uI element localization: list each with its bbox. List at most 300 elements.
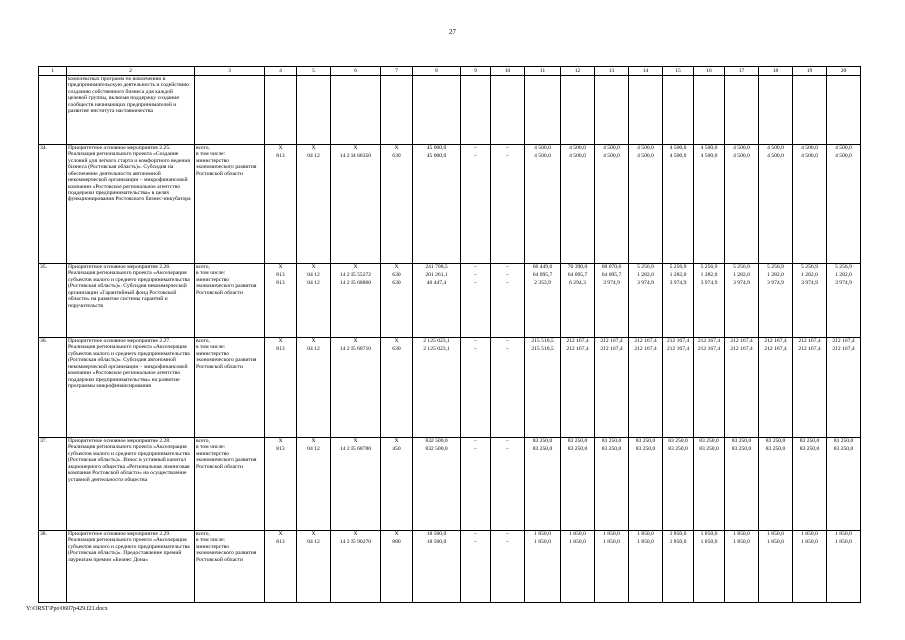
executor-name: министерство экономического развития Ростовской области: [196, 543, 257, 563]
value-cell: [561, 438, 595, 531]
column-number: 15: [663, 67, 694, 76]
value-cell: [759, 438, 793, 531]
value-line: 1 850,0: [603, 539, 620, 545]
value-line: 64 095,7: [532, 272, 553, 278]
value-line: –: [506, 280, 509, 286]
value-line: 04 12: [307, 280, 320, 286]
value-cell: [827, 338, 861, 438]
value-total: X: [278, 264, 283, 270]
value-cell: [491, 438, 525, 531]
value-total: 1 850,0: [835, 531, 852, 537]
value-cell: [827, 145, 861, 264]
value-total: X: [278, 145, 283, 151]
value-cell: [297, 145, 331, 264]
value-total: 4 500,0: [669, 145, 687, 151]
value-line: 4 500,0: [767, 153, 784, 159]
value-line: 45 000,0: [426, 153, 447, 159]
value-cell: [595, 438, 629, 531]
value-total: –: [506, 145, 509, 151]
value-total: 5 256,9: [801, 264, 818, 270]
executor-cell: [195, 438, 265, 531]
value-cell: [381, 338, 413, 438]
row-number: 38.: [39, 531, 67, 603]
value-cell: [759, 264, 793, 338]
value-total: 83 250,0: [532, 438, 553, 444]
value-total: X: [394, 145, 399, 151]
value-line: 1 282,0: [835, 272, 852, 278]
value-cell: [595, 531, 629, 603]
value-total: X: [311, 264, 316, 270]
value-cell: [331, 145, 381, 264]
value-cell: [265, 531, 297, 603]
header-row: [39, 67, 861, 76]
column-number: 1: [39, 67, 67, 76]
value-total: 212 167,4: [697, 338, 721, 344]
value-cell: [827, 531, 861, 603]
table-row: [39, 438, 861, 531]
value-total: X: [353, 264, 358, 270]
value-line: 215 516,5: [531, 346, 554, 352]
value-cell: [725, 338, 759, 438]
value-line: 4 500,0: [534, 153, 551, 159]
value-line: 83 250,0: [699, 446, 719, 452]
value-total: X: [353, 531, 358, 537]
value-line: –: [474, 153, 477, 159]
value-cell: [629, 338, 663, 438]
column-number: 2: [67, 67, 195, 76]
value-line: 83 250,0: [731, 446, 752, 452]
total-label: всего, в том числе:: [196, 145, 226, 158]
column-number: 11: [525, 67, 561, 76]
table-row: [39, 531, 861, 603]
value-line: 1 850,0: [767, 539, 784, 545]
total-label: всего, в том числе:: [196, 531, 226, 544]
column-number: 12: [561, 67, 595, 76]
value-total: X: [394, 438, 399, 444]
value-total: –: [474, 338, 477, 344]
column-number: 16: [694, 67, 725, 76]
value-total: X: [278, 531, 283, 537]
value-total: 1 850,0: [733, 531, 750, 537]
value-total: 5 256,9: [767, 264, 784, 270]
value-line: 04 12: [307, 153, 320, 159]
value-line: 1 850,0: [534, 539, 551, 545]
value-total: 212 167,4: [600, 338, 623, 344]
value-line: –: [506, 272, 509, 278]
measure-description: Приоритетное основное мероприятие 2.28. Реализация регионального проекта «Акселерация субъектов малого и среднего предпринимательства (Ростовская область)». Взнос в уставный капитал акционерного общества «Региональная лизинговая компания Ростовской области» на осуществление уставной деятельности общества: [67, 438, 195, 531]
value-cell: [491, 145, 525, 264]
value-line: 04 12: [307, 446, 320, 452]
measure-description: Приоритетное основное мероприятие 2.27. Реализация регионального проекта «Акселерация субъектов малого и среднего предпринимательства (Ростовская область)». Субсидия автономной некоммерческой организации – микрофинансовой компании «Ростовское региональное агентство поддержки предпринимательства» на развитие программы микрофинансирования: [67, 338, 195, 438]
value-cell: [725, 531, 759, 603]
value-line: –: [474, 280, 477, 286]
column-number: 4: [265, 67, 297, 76]
value-cell: [595, 76, 629, 145]
table-body: [39, 67, 861, 603]
column-number: 9: [461, 67, 491, 76]
value-cell: [461, 531, 491, 603]
value-cell: [793, 338, 827, 438]
value-total: 5 256,9: [637, 264, 654, 270]
column-number: 6: [331, 67, 381, 76]
value-cell: [331, 531, 381, 603]
file-path-footer: Y:\ORST\Ppo\0607p429.f21.docx: [26, 606, 108, 612]
value-total: 4 500,0: [534, 145, 551, 151]
row-number: 35.: [39, 264, 67, 338]
value-cell: [525, 76, 561, 145]
value-line: 14 2 I4 68350: [339, 153, 372, 159]
value-line: 3 974,9: [835, 280, 852, 286]
value-cell: [265, 145, 297, 264]
value-total: 212 167,4: [832, 338, 855, 344]
column-number: 8: [413, 67, 461, 76]
value-total: –: [474, 531, 477, 537]
value-total: X: [311, 338, 316, 344]
value-cell: [629, 531, 663, 603]
value-total: 83 250,0: [731, 438, 752, 444]
value-cell: [381, 145, 413, 264]
value-total: –: [474, 145, 477, 151]
value-line: 212 167,4: [600, 346, 623, 352]
value-line: –: [506, 153, 509, 159]
value-total: 68 070,6: [601, 264, 622, 270]
value-line: 1 850,0: [801, 539, 818, 545]
value-line: 04 12: [307, 272, 320, 278]
value-line: 40 447,4: [426, 280, 447, 286]
value-line: 14 2 I5 68780: [339, 446, 372, 452]
value-total: 212 167,4: [730, 338, 753, 344]
value-line: 2 125 023,1: [423, 346, 450, 352]
value-cell: [694, 531, 725, 603]
value-line: 450: [392, 446, 401, 452]
column-number: 13: [595, 67, 629, 76]
value-total: –: [474, 438, 477, 444]
value-line: 4 500,0: [835, 153, 852, 159]
value-cell: [525, 438, 561, 531]
value-total: 83 250,0: [765, 438, 786, 444]
value-line: 04 12: [307, 346, 320, 352]
value-line: 630: [392, 346, 401, 352]
value-cell: [694, 438, 725, 531]
total-label: всего, в том числе:: [196, 338, 226, 351]
value-line: 4 500,0: [637, 153, 654, 159]
measure-description: комплексных программ по вовлечению в предпринимательскую деятельность и содействию созданию собственного бизнеса для каждой целевой группы, включая поддержку создания сообществ начинающих предпринимателей и развитие института наставничества: [67, 76, 195, 145]
value-cell: [525, 531, 561, 603]
value-line: 4 500,0: [801, 153, 818, 159]
value-line: –: [474, 446, 477, 452]
value-total: X: [353, 338, 358, 344]
value-line: 1 850,0: [569, 539, 586, 545]
value-cell: [629, 145, 663, 264]
value-cell: [525, 145, 561, 264]
value-cell: [827, 76, 861, 145]
value-cell: [793, 264, 827, 338]
value-cell: [413, 338, 461, 438]
value-cell: [561, 264, 595, 338]
executor-name: министерство экономического развития Ростовской области: [196, 276, 257, 296]
value-total: X: [311, 438, 316, 444]
value-cell: [461, 338, 491, 438]
value-cell: [759, 531, 793, 603]
value-cell: [297, 438, 331, 531]
value-line: 6 294,3: [569, 280, 586, 286]
value-line: 630: [392, 153, 401, 159]
value-total: 70 390,0: [567, 264, 588, 270]
table-row: [39, 145, 861, 264]
value-line: 3 974,9: [767, 280, 784, 286]
value-total: 1 850,0: [767, 531, 784, 537]
value-line: 813: [276, 539, 285, 545]
value-line: 1 282,0: [767, 272, 784, 278]
value-total: 215 516,5: [531, 338, 554, 344]
executor-cell: [195, 531, 265, 603]
executor-cell: [195, 76, 265, 145]
value-cell: [725, 76, 759, 145]
value-cell: [265, 76, 297, 145]
value-cell: [297, 531, 331, 603]
value-line: 813: [276, 346, 285, 352]
value-line: 212 167,4: [666, 346, 690, 352]
value-cell: [793, 145, 827, 264]
value-total: 1 850,0: [534, 531, 551, 537]
value-cell: [595, 338, 629, 438]
value-line: 14 2 I5 55272: [339, 272, 372, 278]
value-line: 83 250,0: [635, 446, 656, 452]
executor-cell: [195, 145, 265, 264]
value-total: 212 167,4: [666, 338, 690, 344]
value-total: 4 500,0: [733, 145, 750, 151]
value-line: 83 250,0: [532, 446, 553, 452]
row-number: [39, 76, 67, 145]
table-row: [39, 264, 861, 338]
value-cell: [663, 438, 694, 531]
value-line: 1 282,0: [733, 272, 750, 278]
value-line: 212 167,4: [798, 346, 821, 352]
value-cell: [491, 76, 525, 145]
value-total: X: [394, 531, 399, 537]
value-cell: [381, 531, 413, 603]
value-cell: [381, 76, 413, 145]
value-cell: [331, 264, 381, 338]
value-cell: [265, 438, 297, 531]
value-cell: [663, 145, 694, 264]
value-cell: [595, 145, 629, 264]
value-total: 83 250,0: [635, 438, 656, 444]
value-line: 83 250,0: [833, 446, 854, 452]
value-total: 2 125 023,1: [423, 338, 450, 344]
value-cell: [491, 531, 525, 603]
value-line: 14 2 I5 90270: [339, 539, 372, 545]
value-cell: [331, 338, 381, 438]
value-cell: [461, 76, 491, 145]
value-cell: [561, 338, 595, 438]
value-cell: [561, 76, 595, 145]
value-cell: [561, 145, 595, 264]
value-cell: [827, 438, 861, 531]
value-cell: [525, 338, 561, 438]
value-total: X: [278, 438, 283, 444]
value-line: 3 974,9: [637, 280, 654, 286]
value-total: X: [394, 264, 399, 270]
value-total: –: [506, 264, 509, 270]
value-total: X: [311, 145, 316, 151]
value-total: X: [311, 531, 316, 537]
value-cell: [793, 531, 827, 603]
value-line: 83 250,0: [799, 446, 820, 452]
total-label: всего, в том числе:: [196, 264, 226, 277]
value-cell: [297, 264, 331, 338]
value-line: 813: [276, 280, 285, 286]
value-total: X: [353, 438, 358, 444]
value-line: 1 850,0: [835, 539, 852, 545]
executor-name: министерство экономического развития Ростовской области: [196, 157, 257, 177]
value-cell: [491, 338, 525, 438]
value-cell: [663, 264, 694, 338]
column-number: 10: [491, 67, 525, 76]
measure-description: Приоритетное основное мероприятие 2.26. Реализация регионального проекта «Акселерация субъектов малого и среднего предпринимательства (Ростовская область)». Субсидия некоммерческой организации «Гарантийный фонд Ростовской области» на развитие системы гарантий и поручительств: [67, 264, 195, 338]
value-line: 3 974,9: [603, 280, 620, 286]
value-cell: [595, 264, 629, 338]
value-cell: [381, 438, 413, 531]
value-total: 83 250,0: [699, 438, 719, 444]
value-line: 3 974,9: [733, 280, 750, 286]
value-cell: [461, 145, 491, 264]
value-line: 630: [392, 280, 401, 286]
value-cell: [297, 76, 331, 145]
value-line: 832 500,0: [425, 446, 448, 452]
value-cell: [413, 76, 461, 145]
row-number: 34.: [39, 145, 67, 264]
value-line: 1 282,0: [637, 272, 654, 278]
column-number: 17: [725, 67, 759, 76]
value-total: 66 449,6: [532, 264, 553, 270]
value-total: 1 850,0: [801, 531, 818, 537]
column-number: 20: [827, 67, 861, 76]
value-total: 832 500,0: [425, 438, 448, 444]
value-total: 4 500,0: [700, 145, 718, 151]
value-line: 212 167,4: [634, 346, 657, 352]
value-line: 18 500,0: [426, 539, 447, 545]
value-cell: [694, 76, 725, 145]
value-line: 212 167,4: [832, 346, 855, 352]
value-line: 1 282,0: [801, 272, 818, 278]
value-total: 4 500,0: [767, 145, 784, 151]
value-line: 1 850,0: [700, 539, 718, 545]
value-cell: [331, 76, 381, 145]
value-total: 212 167,4: [566, 338, 589, 344]
value-cell: [561, 531, 595, 603]
row-number: 36.: [39, 338, 67, 438]
value-line: 813: [276, 153, 285, 159]
value-line: 3 974,9: [801, 280, 818, 286]
value-total: 4 500,0: [835, 145, 852, 151]
value-total: X: [353, 145, 358, 151]
value-total: 4 500,0: [603, 145, 620, 151]
table-row: [39, 76, 861, 145]
value-total: –: [474, 264, 477, 270]
value-cell: [694, 145, 725, 264]
value-cell: [663, 76, 694, 145]
value-line: 880: [392, 539, 401, 545]
value-total: 5 256,9: [669, 264, 687, 270]
column-number: 5: [297, 67, 331, 76]
value-line: 64 095,7: [567, 272, 588, 278]
value-cell: [663, 338, 694, 438]
value-cell: [663, 531, 694, 603]
value-line: 4 500,0: [700, 153, 718, 159]
value-cell: [827, 264, 861, 338]
value-cell: [491, 264, 525, 338]
page-number: 27: [449, 28, 456, 36]
value-total: –: [506, 531, 509, 537]
value-line: 813: [276, 272, 285, 278]
value-total: 83 250,0: [833, 438, 854, 444]
value-line: 64 095,7: [601, 272, 622, 278]
column-number: 7: [381, 67, 413, 76]
value-line: 14 2 I5 68860: [339, 280, 372, 286]
value-line: 212 167,4: [764, 346, 787, 352]
row-number: 37.: [39, 438, 67, 531]
table-row: [39, 338, 861, 438]
program-budget-table: [38, 66, 861, 603]
value-total: X: [278, 338, 283, 344]
value-line: 2 353,9: [534, 280, 551, 286]
value-line: 1 850,0: [637, 539, 654, 545]
value-cell: [413, 264, 461, 338]
value-line: 3 974,9: [669, 280, 687, 286]
value-total: 1 850,0: [569, 531, 586, 537]
value-total: 241 708,5: [425, 264, 448, 270]
value-line: –: [474, 539, 477, 545]
value-total: 212 167,4: [634, 338, 657, 344]
value-cell: [297, 338, 331, 438]
value-total: 4 500,0: [801, 145, 818, 151]
value-line: 1 282,0: [669, 272, 687, 278]
value-total: 1 850,0: [700, 531, 718, 537]
value-total: 1 850,0: [603, 531, 620, 537]
value-line: 1 282,0: [700, 272, 718, 278]
column-number: 14: [629, 67, 663, 76]
value-line: 212 167,4: [730, 346, 753, 352]
value-line: 04 12: [307, 539, 320, 545]
value-line: 83 250,0: [668, 446, 688, 452]
value-line: 813: [276, 446, 285, 452]
value-cell: [413, 531, 461, 603]
value-line: 4 500,0: [669, 153, 687, 159]
value-total: X: [394, 338, 399, 344]
value-total: 5 256,9: [700, 264, 718, 270]
value-cell: [629, 438, 663, 531]
value-cell: [759, 145, 793, 264]
value-cell: [725, 145, 759, 264]
value-cell: [793, 438, 827, 531]
value-line: 14 2 I5 68710: [339, 346, 372, 352]
value-cell: [461, 264, 491, 338]
value-line: 83 250,0: [601, 446, 622, 452]
value-total: 83 250,0: [799, 438, 820, 444]
column-number: 3: [195, 67, 265, 76]
value-line: 83 250,0: [567, 446, 588, 452]
value-cell: [413, 145, 461, 264]
executor-name: министерство экономического развития Ростовской области: [196, 350, 257, 370]
value-total: 83 250,0: [567, 438, 588, 444]
value-cell: [629, 264, 663, 338]
value-total: 83 250,0: [601, 438, 622, 444]
value-cell: [525, 264, 561, 338]
measure-description: Приоритетное основное мероприятие 2.29. Реализация регионального проекта «Акселерация субъектов малого и среднего предпринимательства (Ростовская область)». Предоставление премий лауреатам премии «Бизнес Дона»: [67, 531, 195, 603]
executor-cell: [195, 264, 265, 338]
value-total: 1 850,0: [669, 531, 687, 537]
